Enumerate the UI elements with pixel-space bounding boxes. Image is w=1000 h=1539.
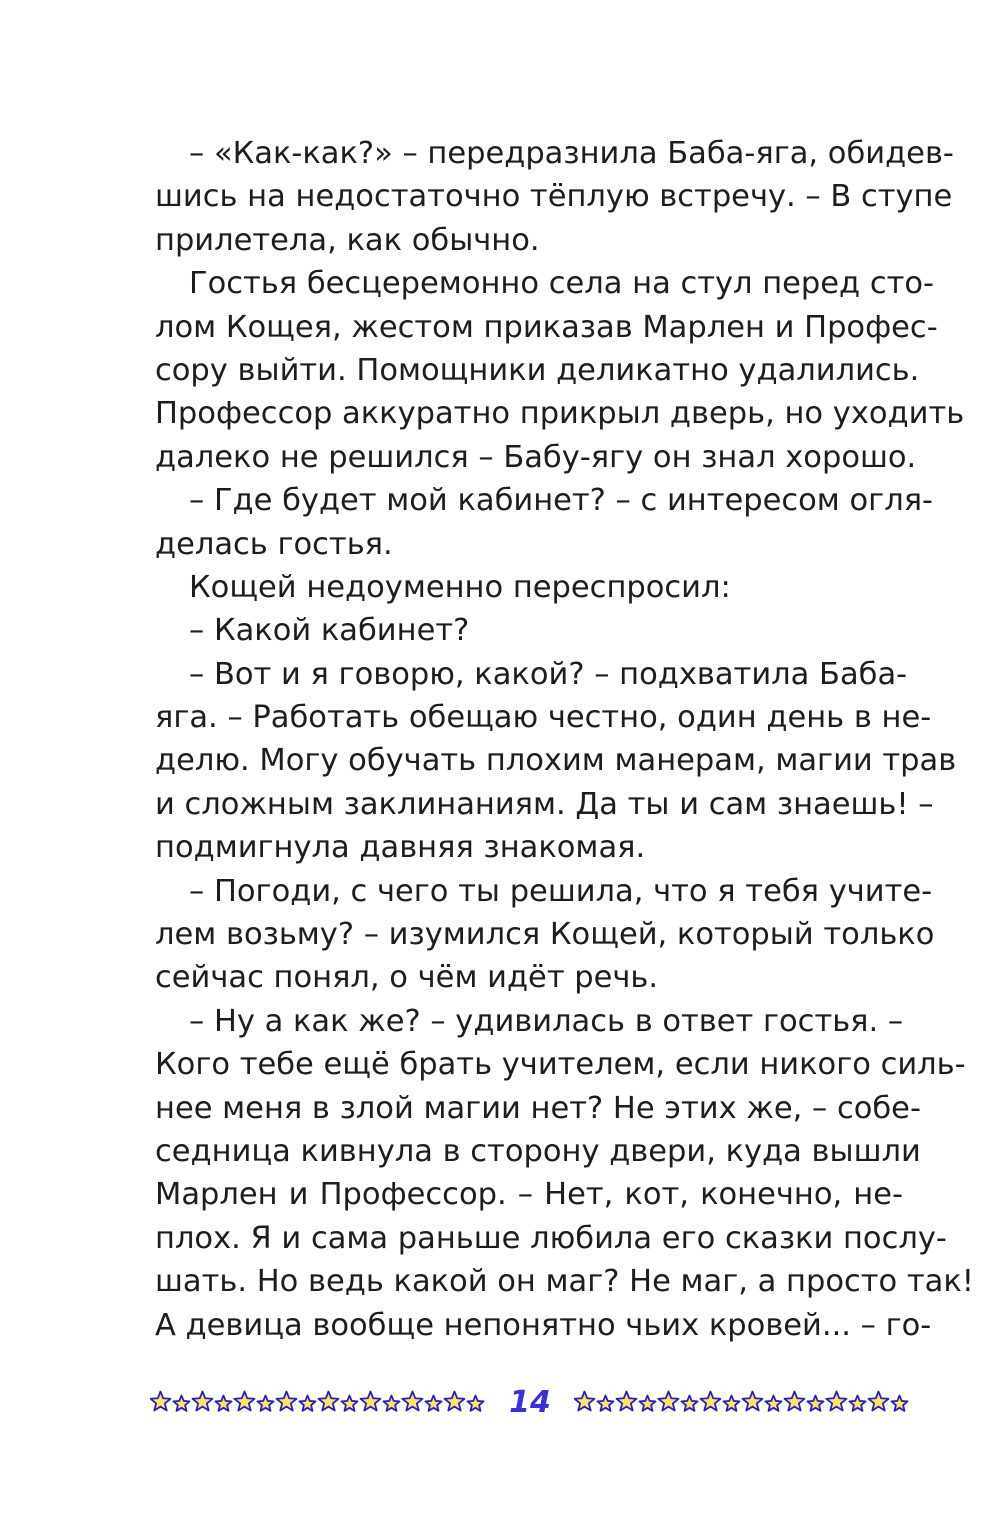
star-icon [383,1396,399,1411]
text-line: шать. Но ведь какой он маг? Не маг, а просто так! [155,1264,974,1300]
text-line: А девица вообще непонятно чьих кровей... – го- [155,1307,932,1343]
star-icon [891,1396,907,1411]
star-icon [425,1396,441,1411]
star-icon [681,1396,697,1411]
star-icon [215,1396,231,1411]
star-icon [785,1392,805,1411]
star-icon [869,1392,889,1411]
star-icon [849,1396,865,1411]
star-icon [743,1392,763,1411]
text-line: – Вот и я говорю, какой? – подхватила Баба- [189,656,908,692]
text-line: прилетела, как обычно. [155,222,540,258]
page-footer [150,1383,910,1423]
text-line: – «Как-как?» – передразнила Баба-яга, обидев- [189,136,954,171]
text-line: седница кивнула в сторону двери, куда вышли [155,1133,921,1169]
text-line: сейчас понял, о чём идёт речь. [155,960,659,996]
text-line: нее меня в злой магии нет? Не этих же, – собе- [155,1090,921,1126]
text-line: делю. Могу обучать плохим манерам, магии трав [155,743,957,779]
star-icon [617,1392,637,1411]
star-icon [235,1392,255,1411]
text-line: – Ну а как же? – удивилась в ответ гостья. – [189,1003,904,1039]
star-icon [701,1392,721,1411]
text-line: подмигнула давняя знакомая. [155,830,646,866]
text-line: и сложным заклинаниям. Да ты и сам знаешь! – [155,786,934,822]
star-icon [277,1392,297,1411]
star-icon [445,1392,465,1411]
body-text [155,132,974,1347]
text-line: лем возьму? – изумился Кощей, который только [155,917,935,953]
star-icon [403,1392,423,1411]
text-line: Гостья бесцеремонно села на стул перед сто- [189,266,935,302]
star-icon [597,1396,613,1411]
text-line: лом Кощея, жестом приказав Марлен и Профес- [155,309,938,345]
star-icon [765,1396,781,1411]
star-icon [151,1392,171,1411]
text-line: – Погоди, с чего ты решила, что я тебя учите- [189,873,933,909]
text-line: Кого тебе ещё брать учителем, если никого силь- [155,1047,966,1083]
text-line: далеко не решился – Бабу-ягу он знал хорошо. [155,439,917,475]
star-icon [193,1392,213,1411]
star-icon [807,1396,823,1411]
star-border-left [150,1389,486,1417]
star-icon [723,1396,739,1411]
star-icon [319,1392,339,1411]
text-line: Марлен и Профессор. – Нет, кот, конечно, не- [155,1177,903,1213]
text-line: – Где будет мой кабинет? – с интересом огля- [189,483,934,519]
text-line: шись на недостаточно тёплую встречу. – В ступе [155,179,953,215]
star-border-right [574,1389,910,1417]
star-icon [467,1396,483,1411]
text-line: сору выйти. Помощники деликатно удалились. [155,352,920,388]
text-line: Кощей недоуменно переспросил: [189,569,731,605]
star-icon [257,1396,273,1411]
text-line: яга. – Работать обещаю честно, один день в не- [155,700,932,736]
star-icon [361,1392,381,1411]
text-line: Профессор аккуратно прикрыл дверь, но уходить [155,396,965,432]
star-icon [639,1396,655,1411]
star-icon [575,1392,595,1411]
text-line: плох. Я и сама раньше любила его сказки послу- [155,1220,947,1256]
star-icon [659,1392,679,1411]
star-icon [299,1396,315,1411]
star-icon [341,1396,357,1411]
star-icon [827,1392,847,1411]
page-number: 14 [509,1385,551,1420]
star-icon [173,1396,189,1411]
text-line: – Какой кабинет? [189,613,470,649]
text-line: делась гостья. [155,526,393,562]
